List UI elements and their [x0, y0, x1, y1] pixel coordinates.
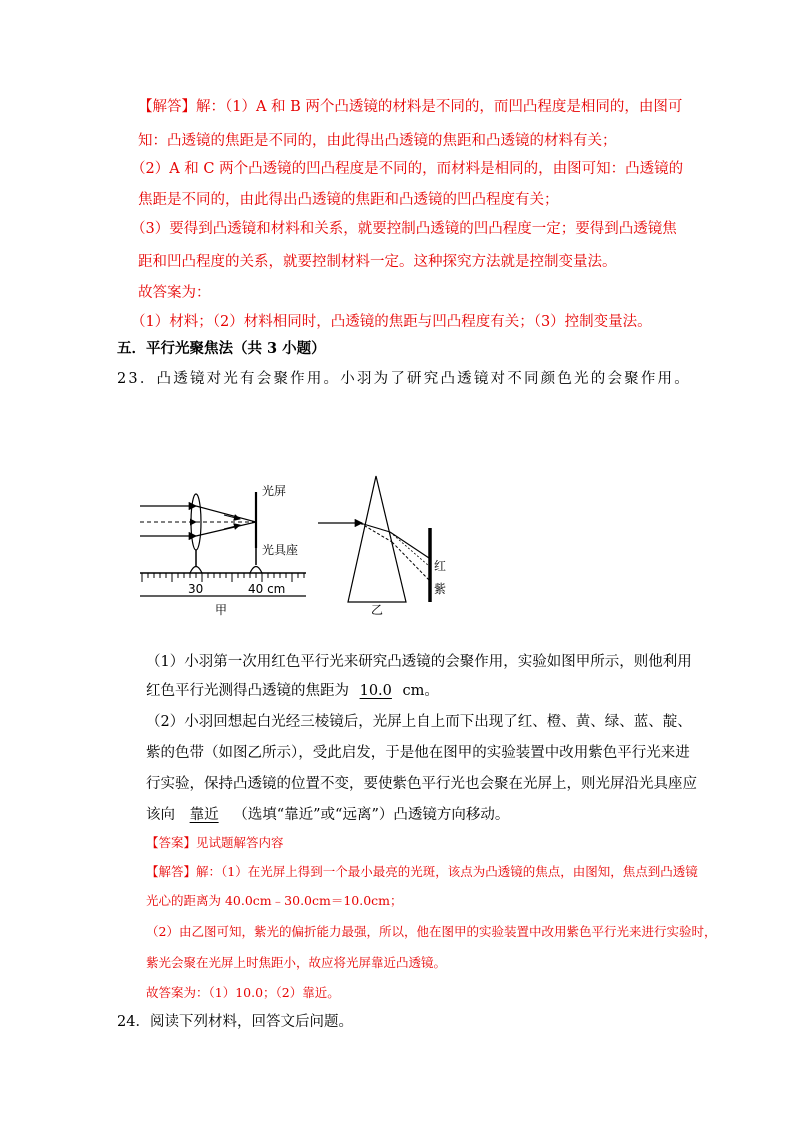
optics-figure [138, 462, 468, 618]
caption-b: 乙 [371, 603, 384, 617]
caption-a: 甲 [215, 603, 228, 617]
solution-line-1 [146, 862, 698, 882]
holder-label: 光具座 [262, 543, 299, 557]
part2-line1: （2）小羽回想起白光经三棱镜后，光屏上自上而下出现了红、橙、黄、绿、蓝、靛、 [146, 714, 692, 730]
answer-line-3: （2）A 和 C 两个凸透镜的凹凸程度是不同的，而材料是相同的，由图可知：凸透镜的 [131, 161, 684, 177]
answer-line-2: 知：凸透镜的焦距是不同的，由此得出凸透镜的焦距和凸透镜的材料有关； [138, 133, 617, 149]
answer-line-4: 焦距是不同的，由此得出凸透镜的焦距和凸透镜的凹凸程度有关； [138, 192, 559, 208]
arrow-lower [224, 525, 240, 529]
emergent-red [390, 532, 429, 558]
result-text: （1）材料；（2）材料相同时，凸透镜的焦距与凹凸程度有关；（3）控制变量法。 [131, 314, 652, 330]
part1-line1: （1）小羽第一次用红色平行光来研究凸透镜的会聚作用，实验如图甲所示，则他利用 [146, 654, 692, 670]
question-24-stem: 24．阅读下列材料，回答文后问题。 [117, 1014, 353, 1030]
answer-tag-23: 【答案】 [146, 835, 197, 850]
answer-line-5: （3）要得到凸透镜和材料和关系，就要控制凸透镜的凹凸程度一定；要得到凸透镜焦 [131, 221, 677, 237]
part1-line2 [146, 681, 439, 701]
part2-answer-blank: 靠近 [189, 807, 219, 823]
prism [348, 476, 406, 602]
part2-line2: 紫的色带（如图乙所示），受此启发，于是他在图甲的实验装置中改用紫色平行光来进 [146, 745, 690, 761]
screen-holder [250, 567, 262, 574]
answer-tag: 【解答】 [138, 99, 196, 115]
part2-line3: 行实验，保持凸透镜的位置不变，要使紫色平行光也会聚在光屏上，则光屏沿光具座应 [146, 776, 697, 792]
part2-prefix: 该向 [146, 807, 175, 823]
answer-text: 解：（1）A 和 B 两个凸透镜的材料是不同的，而凹凸程度是相同的，由图可 [196, 99, 683, 115]
figure-a [140, 483, 306, 617]
part1-unit: cm。 [402, 683, 439, 699]
figure-b [318, 476, 446, 617]
question-23-stem: 23．凸透镜对光有会聚作用。小羽为了研究凸透镜对不同颜色光的会聚作用。 [117, 371, 691, 387]
tick-40-label: 40 cm [248, 582, 286, 596]
bench-ticks [142, 573, 304, 582]
part2-suffix: （选填“靠近”或“远离”）凸透镜方向移动。 [233, 807, 510, 823]
section-heading: 五．平行光聚焦法（共 3 小题） [117, 340, 326, 357]
screen-label: 光屏 [262, 484, 287, 498]
solution-line-2: 光心的距离为 40.0cm﹣30.0cm＝10.0cm； [146, 893, 403, 908]
purple-label: 紫 [434, 582, 447, 596]
answer-line-6: 距和凹凸程度的关系，就要控制材料一定。这种探究方法就是控制变量法。 [138, 254, 617, 270]
answer-text-23: 见试题解答内容 [196, 835, 284, 850]
final-answer: 故答案为：（1）10.0；（2）靠近。 [146, 985, 340, 1000]
ray-top-refracted [196, 506, 256, 522]
answer-line [146, 833, 284, 853]
answer-line-1 [138, 97, 682, 117]
solution-line-3: （2）由乙图可知，紫光的偏折能力最强，所以，他在图甲的实验装置中改用紫色平行光来进行实验时， [146, 924, 717, 939]
optics-diagram [138, 462, 468, 618]
lens-holder [190, 567, 202, 574]
result-label: 故答案为： [138, 285, 211, 301]
part1-answer-blank: 10.0 [359, 683, 392, 699]
refracted-purple [360, 523, 392, 542]
red-label: 红 [434, 559, 447, 573]
part1-prefix: 红色平行光测得凸透镜的焦距为 [146, 683, 349, 699]
tick-30-label: 30 [188, 582, 204, 596]
solution-tag: 【解答】 [146, 864, 197, 879]
solution-line-4: 紫光会聚在光屏上时焦距小，故应将光屏靠近凸透镜。 [146, 955, 447, 970]
part2-line4 [146, 805, 509, 825]
solution-text-1: 解：（1）在光屏上得到一个最小最亮的光斑，该点为凸透镜的焦点，由图知，焦点到凸透镜 [196, 864, 698, 879]
